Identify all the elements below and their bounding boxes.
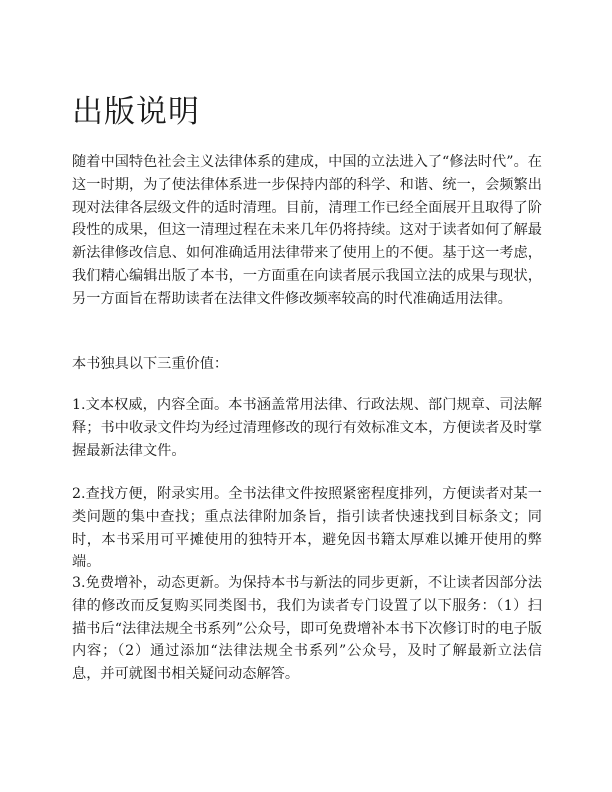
- value-item-convenient: 2.查找方便，附录实用。全书法律文件按照紧密程度排列，方便读者对某一类问题的集中查找；重点法律附加条旨，指引读者快速找到目标条文；同时，本书采用可平摊使用的独特开本，避免因书籍太厚难以摊开使用的弊端。: [72, 486, 542, 571]
- intro-paragraph: 随着中国特色社会主义法律体系的建成，中国的立法进入了“修法时代”。在这一时期，为了使法律体系进一步保持内部的科学、和谐、统一，会频繁出现对法律各层级文件的适时清理。目前，清理工作已经全面展开且取得了阶段性的成果，但这一清理过程在未来几年仍将持续。这对于读者如何了解最新法律修改信息、如何准确适用法律带来了使用上的不便。基于这一考虑，我们精心编辑出版了本书，一方面重在向读者展示我国立法的成果与现状，另一方面旨在帮助读者在法律文件修改频率较高的时代准确适用法律。: [72, 154, 542, 307]
- values-lead-paragraph: 本书独具以下三重价值：: [72, 356, 229, 372]
- value-item-authoritative: 1.文本权威，内容全面。本书涵盖常用法律、行政法规、部门规章、司法解释；书中收录文件均为经过清理修改的现行有效标准文本，方便读者及时掌握最新法律文件。: [72, 397, 542, 459]
- value-item-free-updates: 3.免费增补，动态更新。为保持本书与新法的同步更新，不让读者因部分法律的修改而反复购买同类图书，我们为读者专门设置了以下服务：（1）扫描书后“法律法规全书系列”公众号，即可免费增补本书下次修订时的电子版内容；（2）通过添加“法律法规全书系列”公众号，及时了解最新立法信息，并可就图书相关疑问动态解答。: [72, 575, 542, 683]
- page-title: 出版说明: [72, 94, 200, 130]
